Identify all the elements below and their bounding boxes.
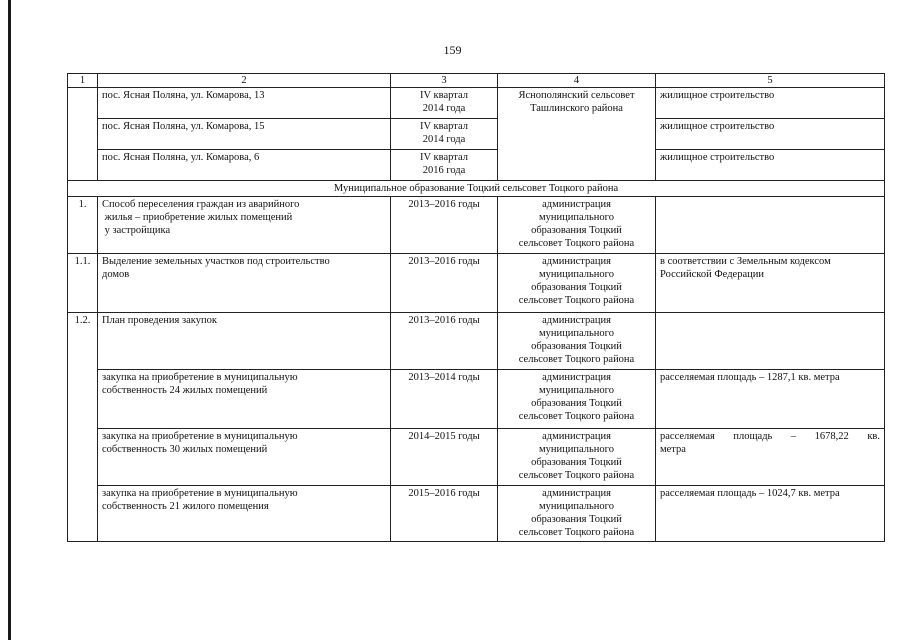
column-number: 3 xyxy=(391,74,498,88)
note-cell xyxy=(656,313,885,370)
responsible-line: образования Тоцкий xyxy=(531,398,622,409)
note-cell: расселяемая площадь – 1287,1 кв. метра xyxy=(656,370,885,429)
responsible-line: сельсовет Тоцкого района xyxy=(518,238,635,249)
responsible-cell xyxy=(498,486,656,542)
period-line: IV квартал xyxy=(420,152,468,163)
period-cell: 2013–2016 годы xyxy=(391,197,498,254)
column-number: 4 xyxy=(498,74,656,88)
description-line: жилья – приобретение жилых помещений xyxy=(102,212,293,223)
description-cell xyxy=(98,370,391,429)
period-cell: 2013–2016 годы xyxy=(391,254,498,313)
responsible-line: муниципального xyxy=(539,444,614,455)
table-row xyxy=(68,313,885,370)
responsible-line: сельсовет Тоцкого района xyxy=(518,411,635,422)
responsible-line: образования Тоцкий xyxy=(531,514,622,525)
responsible-line: муниципального xyxy=(539,385,614,396)
responsible-line: сельсовет Тоцкого района xyxy=(518,527,635,538)
period-line: 2014 года xyxy=(422,103,466,114)
description-cell xyxy=(98,197,391,254)
empty-number-cell xyxy=(68,88,98,181)
responsible-line: образования Тоцкий xyxy=(531,457,622,468)
description-line: Выделение земельных участков под строительство xyxy=(102,256,330,267)
period-line: 2016 года xyxy=(422,165,466,176)
responsible-line: администрация xyxy=(542,372,611,383)
note-cell: жилищное строительство xyxy=(656,88,885,119)
period-cell: 2013–2016 годы xyxy=(391,313,498,370)
responsible-line: администрация xyxy=(542,256,611,267)
period-cell: 2013–2014 годы xyxy=(391,370,498,429)
section-header-row xyxy=(68,181,885,197)
responsible-cell xyxy=(498,254,656,313)
table-row xyxy=(68,88,885,119)
responsible-line: Яснополянский сельсовет xyxy=(518,90,635,101)
responsible-line: сельсовет Тоцкого района xyxy=(518,354,635,365)
table-row xyxy=(68,150,885,181)
column-number: 1 xyxy=(68,74,98,88)
description-cell xyxy=(98,254,391,313)
table-row xyxy=(68,254,885,313)
note-cell xyxy=(656,197,885,254)
note-cell: расселяемая площадь – 1024,7 кв. метра xyxy=(656,486,885,542)
page-number: 159 xyxy=(443,43,462,57)
description-line: Способ переселения граждан из аварийного xyxy=(102,199,300,210)
responsible-line: муниципального xyxy=(539,212,614,223)
table-row xyxy=(68,486,885,542)
responsible-line: муниципального xyxy=(539,269,614,280)
responsible-line: муниципального xyxy=(539,501,614,512)
note-line: в соответствии с Земельным кодексом xyxy=(660,256,831,267)
scan-edge-border xyxy=(8,0,11,640)
responsible-cell xyxy=(498,88,656,181)
period-cell xyxy=(391,119,498,150)
responsible-line: администрация xyxy=(542,431,611,442)
responsible-line: образования Тоцкий xyxy=(531,341,622,352)
period-cell xyxy=(391,88,498,119)
column-number-row xyxy=(68,74,885,88)
description-line: закупка на приобретение в муниципальную xyxy=(102,431,298,442)
description-cell xyxy=(98,486,391,542)
responsible-line: образования Тоцкий xyxy=(531,225,622,236)
section-title: Муниципальное образование Тоцкий сельсовет Тоцкого района xyxy=(68,181,885,197)
row-number: 1.1. xyxy=(68,254,98,313)
description-line: закупка на приобретение в муниципальную xyxy=(102,372,298,383)
note-cell xyxy=(656,429,885,486)
period-line: IV квартал xyxy=(420,90,468,101)
column-number: 5 xyxy=(656,74,885,88)
period-cell: 2014–2015 годы xyxy=(391,429,498,486)
responsible-cell xyxy=(498,370,656,429)
description-line: собственность 24 жилых помещений xyxy=(102,385,268,396)
responsible-line: образования Тоцкий xyxy=(531,282,622,293)
description-line: домов xyxy=(102,269,130,280)
description-line: закупка на приобретение в муниципальную xyxy=(102,488,298,499)
program-table xyxy=(67,73,885,542)
note-cell: жилищное строительство xyxy=(656,119,885,150)
period-cell: 2015–2016 годы xyxy=(391,486,498,542)
note-cell xyxy=(656,254,885,313)
responsible-line: муниципального xyxy=(539,328,614,339)
table-row xyxy=(68,119,885,150)
responsible-line: сельсовет Тоцкого района xyxy=(518,470,635,481)
note-cell: жилищное строительство xyxy=(656,150,885,181)
description-cell xyxy=(98,429,391,486)
note-line: Российской Федерации xyxy=(660,269,764,280)
description-cell: План проведения закупок xyxy=(98,313,391,370)
address-cell: пос. Ясная Поляна, ул. Комарова, 6 xyxy=(98,150,391,181)
period-cell xyxy=(391,150,498,181)
table-row xyxy=(68,197,885,254)
column-number: 2 xyxy=(98,74,391,88)
note-line: метра xyxy=(660,444,686,455)
responsible-cell xyxy=(498,429,656,486)
period-line: 2014 года xyxy=(422,134,466,145)
responsible-line: администрация xyxy=(542,488,611,499)
note-line: расселяемая площадь – 1678,22 кв. xyxy=(660,431,880,442)
row-number: 1.2. xyxy=(68,313,98,542)
description-line: собственность 30 жилых помещений xyxy=(102,444,268,455)
responsible-cell xyxy=(498,313,656,370)
table-row xyxy=(68,370,885,429)
description-line: у застройщика xyxy=(102,225,171,236)
description-line: собственность 21 жилого помещения xyxy=(102,501,269,512)
table-row xyxy=(68,429,885,486)
responsible-line: администрация xyxy=(542,315,611,326)
responsible-line: сельсовет Тоцкого района xyxy=(518,295,635,306)
address-cell: пос. Ясная Поляна, ул. Комарова, 13 xyxy=(98,88,391,119)
period-line: IV квартал xyxy=(420,121,468,132)
address-cell: пос. Ясная Поляна, ул. Комарова, 15 xyxy=(98,119,391,150)
responsible-line: администрация xyxy=(542,199,611,210)
responsible-line: Ташлинского района xyxy=(530,103,623,114)
row-number: 1. xyxy=(68,197,98,254)
responsible-cell xyxy=(498,197,656,254)
